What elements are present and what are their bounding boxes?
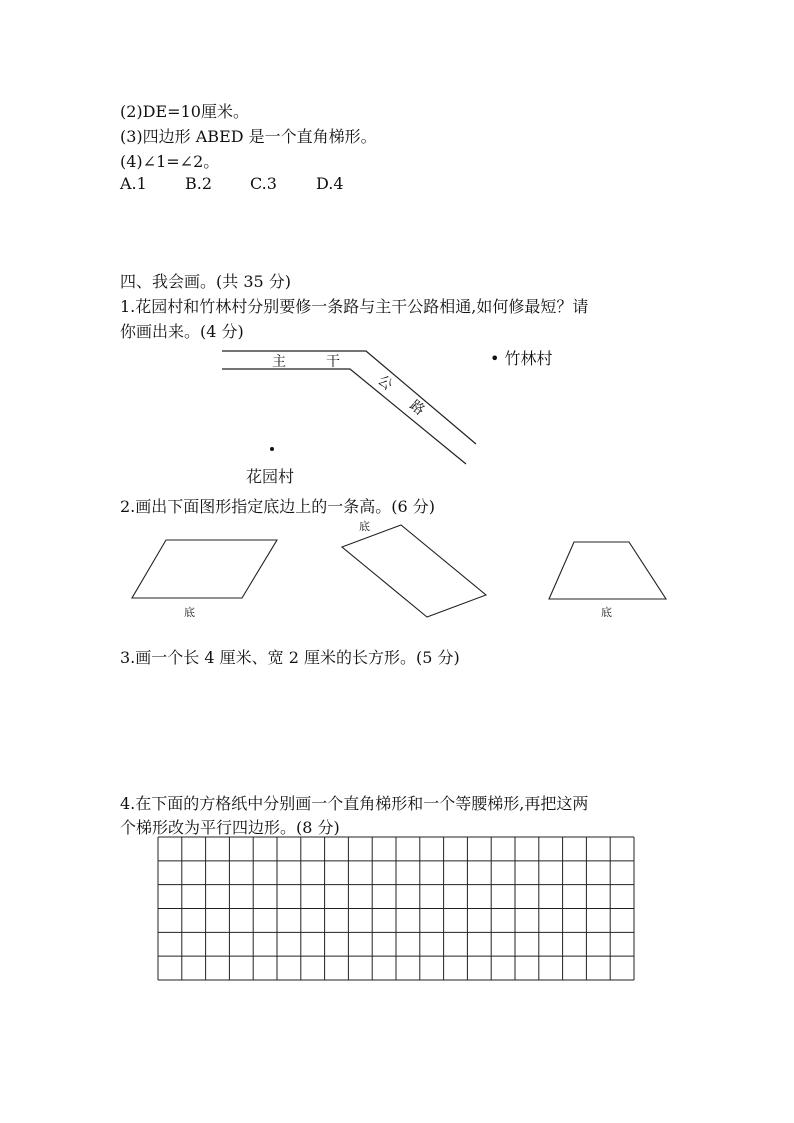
section-heading: 四、我会画。(共 35 分) [120, 272, 292, 291]
road-char-4: 路 [406, 397, 428, 419]
parallelogram-1 [132, 540, 277, 598]
q1-text-line2: 你画出来。(4 分) [120, 322, 244, 341]
choice-d: D.4 [316, 174, 344, 193]
road-char-2: 干 [326, 354, 340, 370]
base-label-3: 底 [601, 606, 612, 619]
choice-c: C.3 [250, 174, 277, 193]
trapezoid [549, 542, 666, 599]
choice-b: B.2 [185, 174, 213, 193]
choice-a: A.1 [120, 174, 147, 193]
main-road [222, 351, 476, 464]
village-a-label: • 竹林村 [490, 349, 553, 368]
q1-text-line1: 1.花园村和竹林村分别要修一条路与主干公路相通,如何修最短？请 [120, 297, 589, 316]
q3-text: 3.画一个长 4 厘米、宽 2 厘米的长方形。(5 分) [120, 648, 460, 667]
road-edge-upper [222, 351, 476, 444]
item-3: (3)四边形 ABED 是一个直角梯形。 [120, 127, 377, 146]
village-b-dot [270, 447, 274, 451]
base-label-2: 底 [359, 520, 370, 533]
q4-text-line2: 个梯形改为平行四边形。(8 分) [120, 818, 340, 837]
base-label-1: 底 [184, 606, 195, 619]
grid-paper [158, 837, 634, 980]
item-2: (2)DE=10厘米。 [120, 102, 249, 121]
parallelogram-2 [342, 525, 486, 617]
road-edge-lower [222, 369, 466, 464]
q4-text-line1: 4.在下面的方格纸中分别画一个直角梯形和一个等腰梯形,再把这两 [120, 794, 589, 813]
q2-text: 2.画出下面图形指定底边上的一条高。(6 分) [120, 497, 436, 516]
item-4: (4)∠1=∠2。 [120, 152, 220, 171]
road-char-1: 主 [272, 354, 286, 370]
road-char-3: 公 [374, 372, 396, 394]
village-b-label: 花园村 [246, 467, 295, 486]
